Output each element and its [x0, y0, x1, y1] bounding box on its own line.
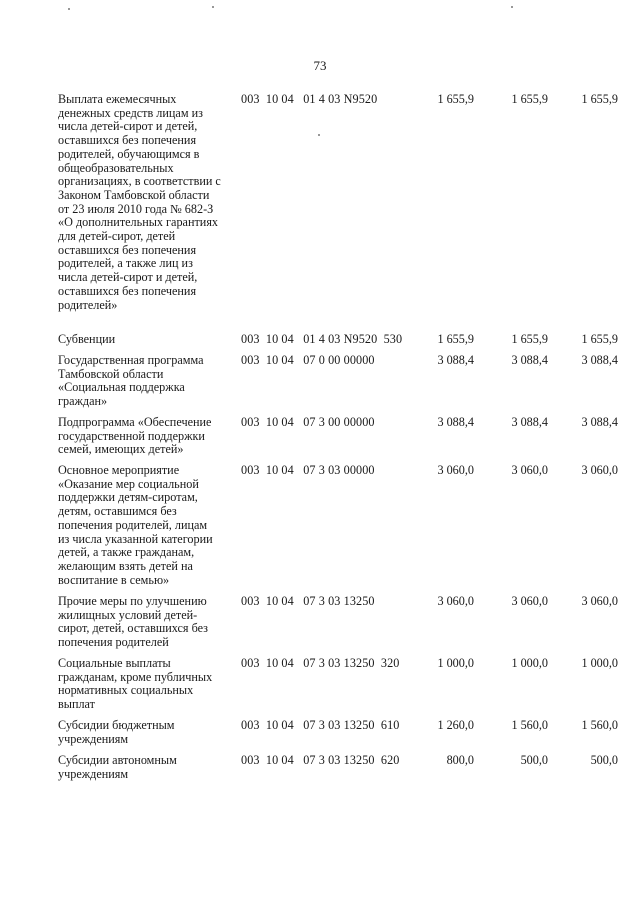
value-year-1: 1 260,0 [437, 718, 474, 732]
value-year-3: 1 655,9 [581, 332, 618, 346]
row-name: Субвенции [58, 332, 116, 346]
value-year-2: 500,0 [520, 753, 548, 767]
value-year-1: 3 060,0 [437, 594, 474, 608]
row-code: 003 10 04 07 3 03 13250 620 [241, 753, 400, 767]
row-name: Социальные выплаты гражданам, кроме публичных нормативных социальных выплат [58, 656, 213, 712]
scan-speck [212, 6, 214, 8]
value-year-1: 1 655,9 [437, 332, 474, 346]
scan-speck [68, 8, 70, 10]
value-year-1: 1 655,9 [437, 92, 474, 106]
value-year-3: 500,0 [590, 753, 618, 767]
row-name: Выплата ежемесячных денежных средств лицам из числа детей-сирот и детей, оставшихся без попечения родителей, обучающимся в общеобразовательных организациях, в соответствии с Законом Тамбовской области от 23 июля 2010 года № 682-З «О дополнительных гарантиях для детей-сирот, детей оставшихся без попечения родителей, а также лиц из числа детей-сирот и детей, оставшихся без попечения родителей» [58, 92, 221, 312]
value-year-2: 3 088,4 [511, 353, 548, 367]
table-row [0, 719, 640, 747]
table-row [0, 464, 640, 588]
value-year-1: 3 088,4 [437, 353, 474, 367]
value-year-3: 1 000,0 [581, 656, 618, 670]
row-code: 003 10 04 01 4 03 N9520 530 [241, 332, 403, 346]
table-row [0, 416, 640, 457]
table-row [0, 93, 640, 326]
row-code: 003 10 04 07 0 00 00000 [241, 353, 375, 367]
value-year-2: 1 000,0 [511, 656, 548, 670]
row-name: Субсидии бюджетным учреждениям [58, 718, 175, 746]
value-year-1: 3 088,4 [437, 415, 474, 429]
value-year-3: 3 088,4 [581, 415, 618, 429]
value-year-1: 3 060,0 [437, 463, 474, 477]
table-row [0, 595, 640, 650]
row-code: 003 10 04 01 4 03 N9520 [241, 92, 378, 106]
table-row [0, 754, 640, 782]
scan-speck [511, 6, 513, 8]
value-year-2: 3 088,4 [511, 415, 548, 429]
row-code: 003 10 04 07 3 00 00000 [241, 415, 375, 429]
row-name: Подпрограмма «Обеспечение государственной поддержки семей, имеющих детей» [58, 415, 212, 457]
row-code: 003 10 04 07 3 03 00000 [241, 463, 375, 477]
row-name: Прочие меры по улучшению жилищных условий детей- сирот, детей, оставшихся без попечения родителей [58, 594, 208, 650]
value-year-3: 3 060,0 [581, 594, 618, 608]
row-name: Государственная программа Тамбовской области «Социальная поддержка граждан» [58, 353, 204, 409]
value-year-2: 1 655,9 [511, 92, 548, 106]
table-row [0, 657, 640, 712]
budget-table [0, 93, 640, 789]
value-year-1: 1 000,0 [437, 656, 474, 670]
row-code: 003 10 04 07 3 03 13250 [241, 594, 375, 608]
value-year-1: 800,0 [446, 753, 474, 767]
table-row [0, 333, 640, 347]
row-code: 003 10 04 07 3 03 13250 610 [241, 718, 400, 732]
row-name: Основное мероприятие «Оказание мер социальной поддержки детям-сиротам, детям, оставшимся без попечения родителей, лицам из числа указанной категории детей, а также гражданам, желающим взять детей на воспитание в семью» [58, 463, 213, 587]
value-year-3: 1 560,0 [581, 718, 618, 732]
value-year-2: 1 655,9 [511, 332, 548, 346]
value-year-2: 1 560,0 [511, 718, 548, 732]
table-row [0, 354, 640, 409]
row-name: Субсидии автономным учреждениям [58, 753, 177, 781]
value-year-3: 3 088,4 [581, 353, 618, 367]
value-year-2: 3 060,0 [511, 463, 548, 477]
row-code: 003 10 04 07 3 03 13250 320 [241, 656, 400, 670]
value-year-3: 1 655,9 [581, 92, 618, 106]
page-number: 73 [313, 58, 327, 73]
value-year-3: 3 060,0 [581, 463, 618, 477]
value-year-2: 3 060,0 [511, 594, 548, 608]
